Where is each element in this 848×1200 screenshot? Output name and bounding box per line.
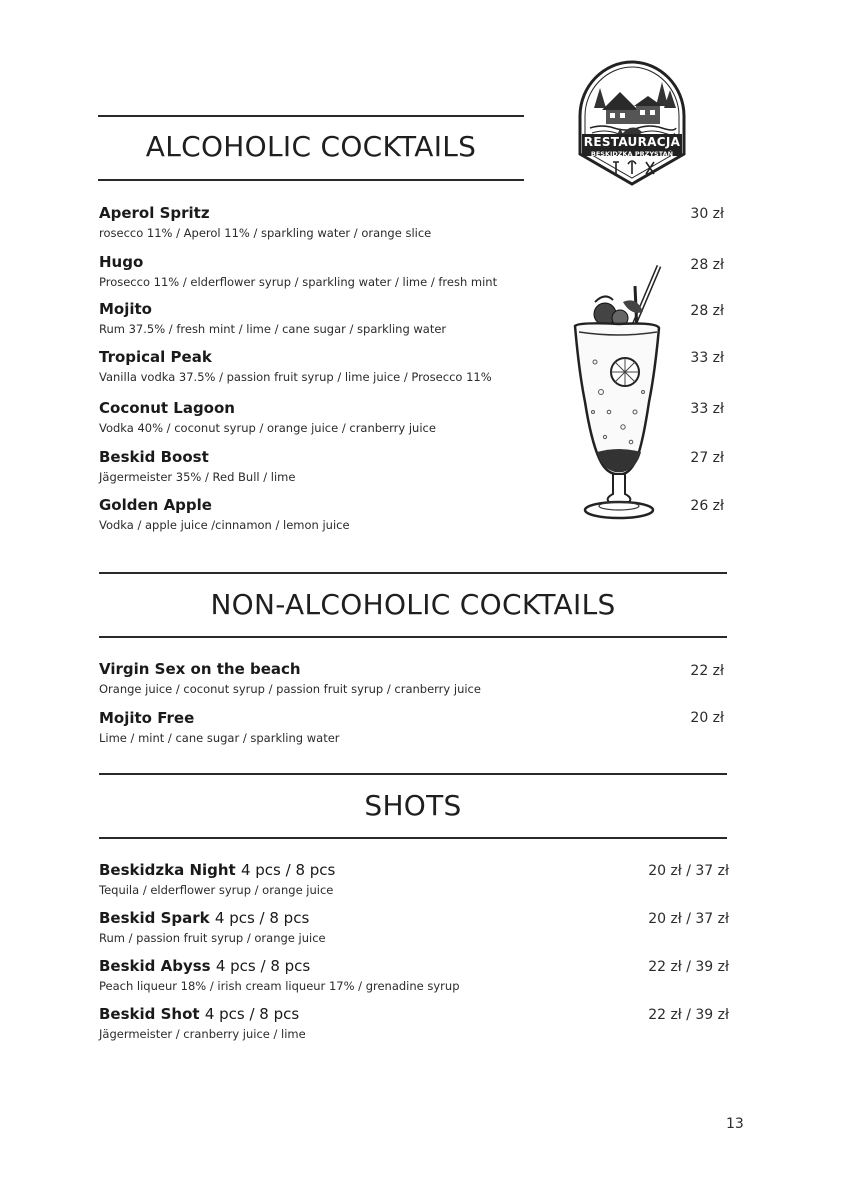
section-title-non-alcoholic: NON-ALCOHOLIC COCKTAILS — [210, 588, 616, 621]
item-description: rosecco 11% / Aperol 11% / sparkling water / orange slice — [99, 226, 432, 240]
divider — [99, 837, 727, 839]
item-name: Hugo — [99, 253, 144, 271]
divider — [99, 773, 727, 775]
item-description: Vodka / apple juice /cinnamon / lemon juice — [99, 518, 350, 532]
item-name: Virgin Sex on the beach — [99, 660, 301, 678]
menu-item — [99, 204, 729, 240]
menu-item — [99, 660, 729, 696]
menu-item — [99, 909, 729, 945]
item-description: Vodka 40% / coconut syrup / orange juice / cranberry juice — [99, 421, 436, 435]
item-price: 33 zł — [690, 350, 724, 366]
divider — [98, 179, 524, 181]
logo-text-beskidzka-przystan: BESKIDZKA PRZYSTAŃ — [590, 150, 674, 158]
item-description: Jägermeister / cranberry juice / lime — [99, 1027, 306, 1041]
divider — [99, 572, 727, 574]
item-price: 33 zł — [690, 401, 724, 417]
divider — [98, 115, 524, 117]
section-title-alcoholic: ALCOHOLIC COCKTAILS — [145, 130, 477, 163]
item-price: 20 zł / 37 zł — [648, 863, 729, 879]
item-description: Prosecco 11% / elderflower syrup / sparkling water / lime / fresh mint — [99, 275, 498, 289]
item-description: Orange juice / coconut syrup / passion fruit syrup / cranberry juice — [99, 682, 481, 696]
item-price: 28 zł — [690, 303, 724, 319]
item-price: 22 zł — [690, 663, 724, 679]
item-description: Peach liqueur 18% / irish cream liqueur 17% / grenadine syrup — [99, 979, 460, 993]
item-description: Vanilla vodka 37.5% / passion fruit syrup / lime juice / Prosecco 11% — [99, 370, 492, 384]
logo-text-restauracja: RESTAURACJA — [583, 135, 681, 149]
menu-item — [99, 957, 729, 993]
cocktail-glass-illustration — [565, 262, 673, 524]
page-number: 13 — [726, 1116, 744, 1132]
restaurant-logo — [576, 58, 688, 190]
item-name: Golden Apple — [99, 496, 212, 514]
item-description: Lime / mint / cane sugar / sparkling water — [99, 731, 340, 745]
item-price: 26 zł — [690, 498, 724, 514]
item-name: Mojito Free — [99, 709, 195, 727]
menu-item — [99, 861, 729, 897]
item-price: 22 zł / 39 zł — [648, 959, 729, 975]
item-description: Tequila / elderflower syrup / orange juice — [99, 883, 334, 897]
item-quantity: 4 pcs / 8 pcs — [215, 957, 311, 975]
item-name: Aperol Spritz — [99, 204, 210, 222]
item-description: Jägermeister 35% / Red Bull / lime — [99, 470, 296, 484]
item-description: Rum 37.5% / fresh mint / lime / cane sugar / sparkling water — [99, 322, 447, 336]
menu-item — [99, 1005, 729, 1041]
item-name: Beskidzka Night — [99, 861, 236, 879]
item-name: Beskid Abyss — [99, 957, 211, 975]
item-name: Mojito — [99, 300, 152, 318]
item-price: 20 zł / 37 zł — [648, 911, 729, 927]
item-quantity: 4 pcs / 8 pcs — [204, 1005, 300, 1023]
menu-item — [99, 709, 729, 745]
item-quantity: 4 pcs / 8 pcs — [240, 861, 336, 879]
item-price: 30 zł — [690, 206, 724, 222]
item-name: Beskid Shot — [99, 1005, 200, 1023]
item-name: Coconut Lagoon — [99, 399, 235, 417]
item-description: Rum / passion fruit syrup / orange juice — [99, 931, 326, 945]
item-name: Beskid Boost — [99, 448, 209, 466]
item-price: 27 zł — [690, 450, 724, 466]
item-price: 28 zł — [690, 257, 724, 273]
item-name: Tropical Peak — [99, 348, 212, 366]
item-price: 20 zł — [690, 710, 724, 726]
section-title-shots: SHOTS — [364, 789, 462, 822]
item-name: Beskid Spark — [99, 909, 210, 927]
item-quantity: 4 pcs / 8 pcs — [214, 909, 310, 927]
divider — [99, 636, 727, 638]
item-price: 22 zł / 39 zł — [648, 1007, 729, 1023]
